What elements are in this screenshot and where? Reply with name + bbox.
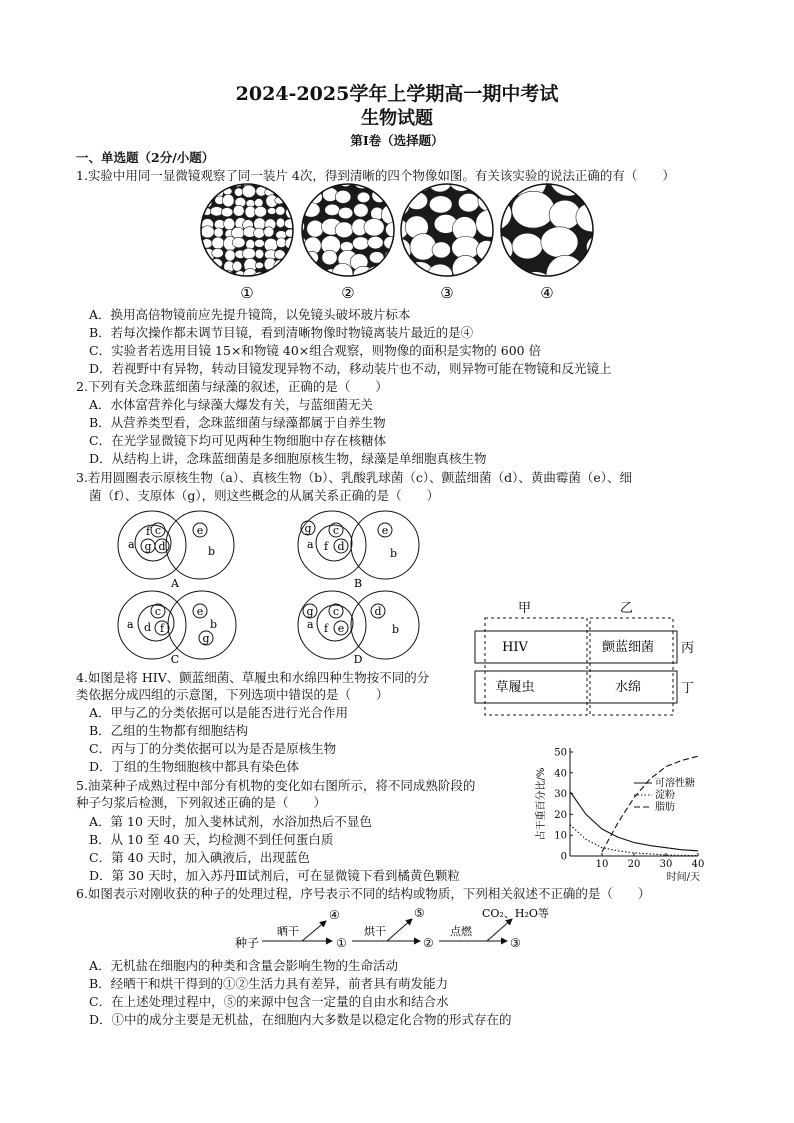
svg-text:f: f (159, 622, 165, 635)
q4-stem-line1: 4.如图是将 HIV、颤蓝细菌、草履虫和水绵四种生物按不同的分 (76, 670, 430, 685)
image-label-1: ① (240, 284, 254, 302)
q2-option-a: A．水体富营养化与绿藻大爆发有关，与蓝细菌无关 (89, 397, 374, 412)
flow-node-1: ① (336, 936, 347, 950)
flow-product: CO₂、H₂O等 (482, 907, 549, 920)
venn-option-c (118, 591, 236, 666)
q5-option-a: A．第 10 天时，加入斐林试剂，水浴加热后不显色 (89, 814, 372, 829)
section-title: 第Ⅰ卷（选择题） (350, 133, 444, 148)
q3-stem-line1: 3.若用圆圈表示原核生物（a）、真核生物（b）、乳酸乳球菌（c）、颤蓝细菌（d）、黄曲霉菌（e）、细 (76, 470, 633, 485)
q1-option-a: A．换用高倍物镜前应先提升镜筒，以免镜头破坏玻片标本 (89, 307, 411, 322)
cell-hiv: HIV (502, 640, 528, 655)
flow-step-burn: 点燃 (450, 925, 472, 938)
svg-text:c: c (154, 524, 162, 537)
x-tick-label: 10 (595, 859, 609, 870)
svg-text:g: g (304, 522, 312, 535)
flow-node-2: ② (423, 936, 434, 950)
svg-text:f: f (146, 525, 151, 538)
q2-stem: 2.下列有关念珠蓝细菌与绿藻的叙述，正确的是（ ） (76, 379, 388, 394)
q5-option-c: C．第 40 天时，加入碘液后，出现蓝色 (89, 850, 310, 865)
q5-line-chart (530, 740, 720, 883)
svg-text:e: e (196, 605, 204, 618)
flow-step-ovendry: 烘干 (364, 925, 386, 938)
micrograph-2 (286, 170, 405, 287)
q5-option-d: D．第 30 天时，加入苏丹Ⅲ试剂后，可在显微镜下看到橘黄色颗粒 (89, 868, 460, 883)
q1-option-d: D．若视野中有异物，转动目镜发现异物不动，移动装片也不动，则异物可能在物镜和反光镜上 (89, 361, 612, 376)
series-line-2 (570, 825, 698, 856)
q1-micrograph-images (0, 185, 794, 310)
flow-node-4: ④ (329, 908, 340, 922)
venn-label-d: D (353, 653, 363, 666)
q5-stem-line1: 5.油菜种子成熟过程中部分有机物的变化如右图所示，将不同成熟阶段的 (76, 778, 476, 793)
venn-label-a: A (171, 577, 179, 590)
q6-option-a: A．无机盐在细胞内的种类和含量会影响生物的生命活动 (89, 958, 399, 973)
q4-stem-line2: 类依据分成四组的示意图，下列选项中错误的是（ ） (76, 687, 389, 702)
svg-text:a: a (307, 538, 314, 551)
svg-text:e: e (337, 622, 345, 635)
svg-text:d: d (374, 605, 382, 618)
x-tick-label: 40 (691, 859, 705, 870)
svg-text:f: f (324, 540, 329, 553)
svg-text:g: g (306, 605, 314, 618)
q5-option-b: B．从 10 至 40 天，均检测不到任何蛋白质 (89, 832, 334, 847)
svg-text:b: b (390, 547, 398, 560)
svg-text:f: f (324, 622, 329, 635)
q1-option-c: C．实验者若选用目镜 15×和物镜 40×组合观察，则物像的面积是实物的 600 倍 (89, 343, 542, 358)
y-tick-label: 20 (554, 809, 567, 821)
group-jia: 甲 (518, 601, 532, 616)
y-tick-label: 0 (560, 851, 567, 863)
q4-option-b: B．乙组的生物都有细胞结构 (89, 723, 249, 738)
venn-label-c: C (170, 653, 180, 666)
group-yi: 乙 (620, 601, 634, 616)
x-tick-label: 30 (659, 859, 673, 870)
q4-classification-diagram (470, 600, 710, 720)
image-label-2: ② (341, 284, 355, 302)
venn-option-d (298, 591, 419, 666)
svg-text:a: a (307, 618, 314, 631)
group-bing: 丙 (681, 641, 695, 656)
legend-label-1: 可溶性糖 (655, 778, 695, 789)
svg-text:b: b (210, 618, 218, 631)
group-ding: 丁 (681, 681, 695, 696)
svg-text:g: g (144, 540, 152, 553)
q1-option-b: B．若每次操作都未调节目镜，看到清晰物像时物镜离装片最近的是④ (89, 325, 474, 340)
q1-stem: 1.实验中用同一显微镜观察了同一装片 4次，得到清晰的四个物像如图。有关该实验的说法正确的有（ ） (76, 168, 675, 183)
q6-process-flow (232, 903, 592, 953)
svg-text:e: e (196, 524, 204, 537)
flow-node-3: ③ (510, 936, 521, 950)
svg-text:g: g (202, 632, 210, 645)
series-line-3 (602, 756, 698, 852)
legend-label-2: 淀粉 (655, 790, 675, 801)
q6-option-d: D．①中的成分主要是无机盐，在细胞内大多数是以稳定化合物的形式存在的 (89, 1012, 512, 1027)
q2-option-c: C．在光学显微镜下均可见两种生物细胞中存在核糖体 (89, 433, 387, 448)
flow-step-sundry: 晒干 (277, 925, 299, 938)
flow-node-5: ⑤ (414, 906, 425, 920)
cell-paramecium: 草履虫 (495, 680, 535, 695)
y-axis-label: 占干重百分比/% (536, 767, 547, 841)
q4-option-a: A．甲与乙的分类依据可以是能否进行光合作用 (89, 705, 349, 720)
series-line-1 (570, 792, 698, 851)
cell-cyanobacteria: 颤蓝细菌 (601, 640, 655, 655)
micrograph-1 (190, 174, 300, 282)
svg-text:e: e (381, 524, 389, 537)
cell-spirogyra: 水绵 (614, 680, 642, 695)
svg-text:c: c (332, 524, 340, 537)
q3-stem-line2: 菌（f）、支原体（g），则这些概念的从属关系正确的是（ ） (89, 488, 440, 503)
q5-stem-line2: 种子匀浆后检测，下列叙述正确的是（ ） (76, 795, 327, 810)
y-tick-label: 10 (554, 830, 567, 842)
svg-text:d: d (158, 540, 166, 553)
image-label-4: ④ (540, 284, 554, 302)
venn-label-b: B (353, 577, 363, 590)
exam-title: 2024-2025学年上学期高一期中考试 (235, 83, 559, 105)
svg-text:d: d (337, 540, 345, 553)
x-tick-label: 20 (627, 859, 641, 870)
q6-option-c: C．在上述处理过程中，⑤的来源中包含一定量的自由水和结合水 (89, 994, 449, 1009)
svg-text:a: a (127, 618, 134, 631)
svg-text:b: b (392, 623, 400, 636)
q2-option-d: D．从结构上讲，念珠蓝细菌是多细胞原核生物，绿藻是单细胞真核生物 (89, 451, 487, 466)
venn-option-b (298, 511, 419, 590)
q4-option-d: D．丁组的生物细胞核中都具有染色体 (89, 759, 300, 774)
venn-option-a (118, 511, 234, 590)
exam-subtitle: 生物试题 (361, 108, 433, 129)
svg-text:b: b (208, 545, 216, 558)
y-tick-label: 30 (554, 789, 567, 801)
image-label-3: ③ (440, 284, 454, 302)
q6-option-b: B．经晒干和烘干得到的①②生活力具有差异，前者具有萌发能力 (89, 976, 449, 991)
q2-option-b: B．从营养类型看，念珠蓝细菌与绿藻都属于自养生物 (89, 415, 386, 430)
q6-stem: 6.如图表示对刚收获的种子的处理过程，序号表示不同的结构或物质，下列相关叙述不正确的是（ ） (76, 886, 651, 901)
svg-text:c: c (154, 605, 162, 618)
svg-text:c: c (332, 605, 340, 618)
y-tick-label: 40 (554, 768, 567, 780)
part-heading: 一、单选题（2分/小题） (76, 150, 215, 165)
svg-text:a: a (128, 538, 135, 551)
x-axis-label: 时间/天 (666, 872, 700, 883)
svg-text:d: d (144, 621, 152, 634)
y-tick-label: 50 (554, 747, 567, 759)
flow-seed: 种子 (235, 936, 260, 950)
legend-label-3: 脂肪 (655, 802, 675, 813)
q4-option-c: C．丙与丁的分类依据可以为是否是原核生物 (89, 741, 337, 756)
